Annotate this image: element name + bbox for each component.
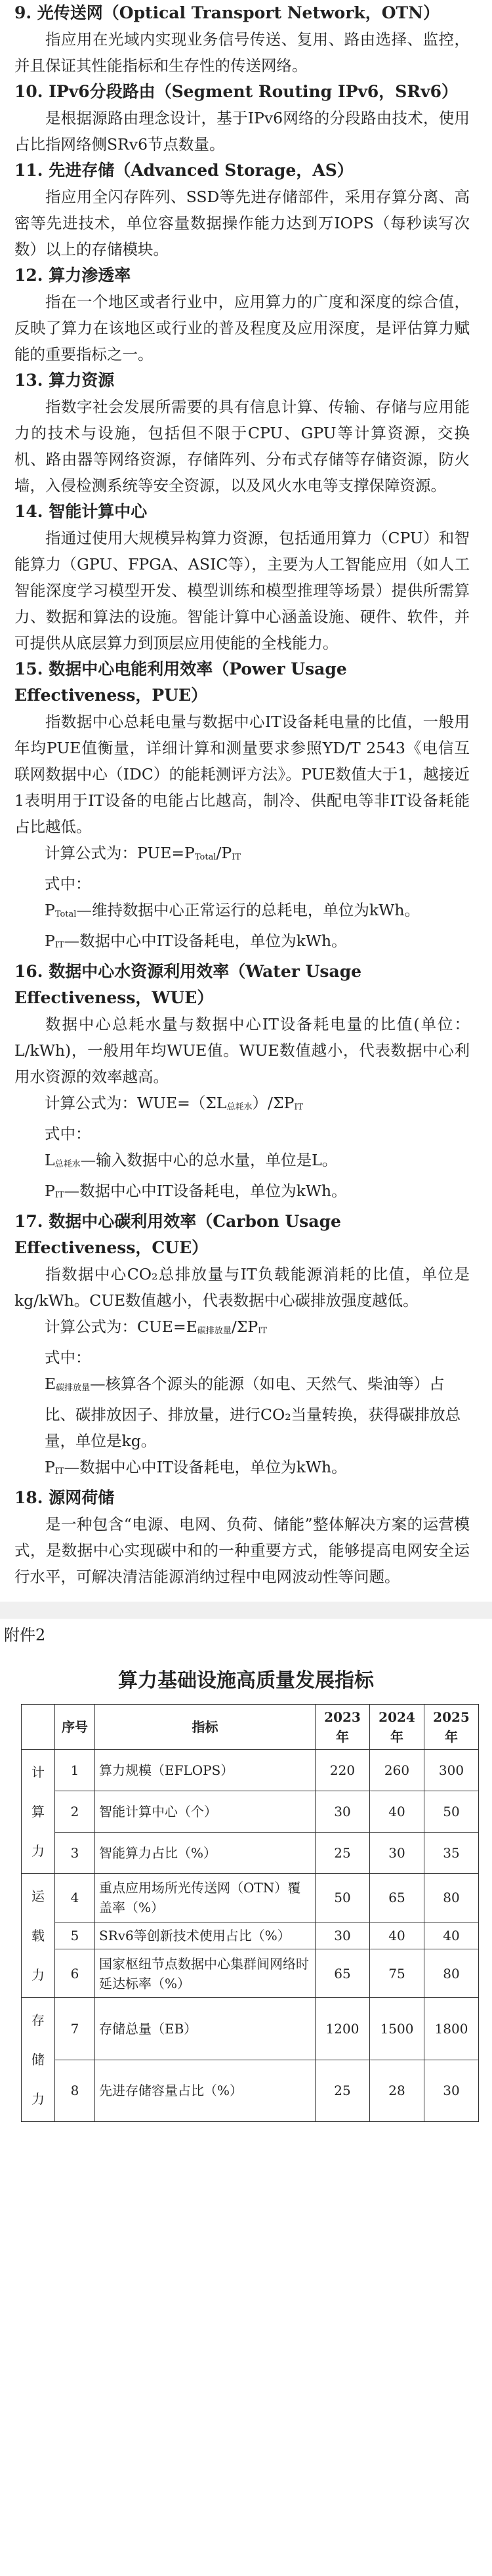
formula-label: 计算公式为：: [45, 1094, 137, 1112]
section-paragraph: 指通过使用大规模异构算力资源，包括通用算力（CPU）和智能算力（GPU、FPGA、ASIC等），主要为人工智能应用（如人工智能深度学习模型开发、模型训练和模型推理等场景）提供所需算力、数据和算法的设施。智能计算中心涵盖设施、硬件、软件，并可提供从底层算力到顶层应用使能的全栈能力。: [14, 529, 470, 652]
section-paragraph: 指数据中心CO₂总排放量与IT负载能源消耗的比值，单位是kg/kWh。CUE数值越小，代表数据中心碳排放强度越低。: [14, 1265, 470, 1310]
section-paragraph: 指应用在光域内实现业务信号传送、复用、路由选择、监控，并且保证其性能指标和生存性的传送网络。: [14, 30, 470, 75]
value-2025: 35: [424, 1833, 479, 1874]
row-number: 5: [55, 1922, 95, 1949]
section-title: 17. 数据中心碳利用效率（Carbon Usage Effectiveness，CUE）: [14, 1212, 341, 1257]
category-cell: 运载力: [22, 1874, 55, 1998]
section-paragraph: 指数字社会发展所需要的具有信息计算、传输、存储与应用能力的技术与设施，包括但不限于CPU、GPU等计算资源，交换机、路由器等网络资源，存储阵列、分布式存储等存储资源，防火墙，入侵检测系统等安全资源，以及风火水电等支撑保障资源。: [14, 398, 470, 495]
section-13: [14, 367, 470, 499]
value-2024: 1500: [370, 1998, 424, 2060]
symbol-subscript: 碳排放量: [56, 1383, 91, 1393]
indicator-name: SRv6等创新技术使用占比（%）: [95, 1922, 316, 1949]
definition: [45, 1454, 470, 1485]
table-header-cell: 序号: [55, 1705, 95, 1750]
table-row: [22, 1791, 479, 1833]
formula-block: [45, 840, 470, 897]
indicator-name: 先进存储容量占比（%）: [95, 2060, 316, 2122]
indicator-table: [21, 1704, 479, 2122]
symbol: P: [45, 1458, 55, 1476]
definition-text: —输入数据中心的总水量，单位是L。: [80, 1151, 338, 1169]
indicator-name: 智能计算中心（个）: [95, 1791, 316, 1833]
section-16: [14, 959, 470, 1209]
indicator-name: 重点应用场所光传送网（OTN）覆盖率（%）: [95, 1874, 316, 1922]
section-paragraph: 是一种包含“电源、电网、负荷、储能”整体解决方案的运营模式，是数据中心实现碳中和的一种重要方式，能够提高电网安全运行水平，可解决清洁能源消纳过程中电网波动性等问题。: [14, 1515, 470, 1586]
value-2024: 40: [370, 1791, 424, 1833]
definition: [45, 1371, 470, 1454]
section-title: 10. IPv6分段路由（Segment Routing IPv6，SRv6）: [14, 82, 459, 101]
section-paragraph: 数据中心总耗水量与数据中心IT设备耗电量的比值(单位：L/kWh)，一般用年均WUE值。WUE数值越小，代表数据中心利用水资源的效率越高。: [14, 1015, 470, 1086]
indicator-name: 存储总量（EB）: [95, 1998, 316, 2060]
section-paragraph: 指在一个地区或者行业中，应用算力的广度和深度的综合值，反映了算力在该地区或行业的普及程度及应用深度，是评估算力赋能的重要指标之一。: [14, 293, 470, 364]
value-2025: 80: [424, 1949, 479, 1998]
value-2025: 30: [424, 2060, 479, 2122]
section-title: 9. 光传送网（Optical Transport Network，OTN）: [14, 3, 440, 22]
symbol: L: [45, 1151, 55, 1169]
section-paragraph: 指数据中心总耗电量与数据中心IT设备耗电量的比值，一般用年均PUE值衡量，详细计算和测量要求参照YD/T 2543《电信互联网数据中心（IDC）的能耗测评方法》。PUE数值大于1，越接近1表明用于IT设备的电能占比越高，制冷、供配电等非IT设备耗能占比越低。: [14, 713, 470, 836]
definition: [45, 928, 470, 959]
section-paragraph: 是根据源路由理念设计，基于IPv6网络的分段路由技术，使用占比指网络侧SRv6节点数量。: [14, 109, 470, 154]
table-row: [22, 1750, 479, 1791]
value-2023: 220: [316, 1750, 370, 1791]
row-number: 4: [55, 1874, 95, 1922]
formula-subscript: 碳排放量: [197, 1326, 232, 1336]
value-2024: 75: [370, 1949, 424, 1998]
where-label: 式中：: [45, 875, 91, 893]
formula-subscript: IT: [258, 1326, 267, 1336]
section-title: 14. 智能计算中心: [14, 502, 148, 521]
table-header-cell: 指标: [95, 1705, 316, 1750]
table-row: [22, 1949, 479, 1998]
symbol-subscript: IT: [54, 1466, 64, 1476]
formula-block: [45, 1314, 470, 1371]
formula: [45, 1090, 470, 1121]
value-2024: 65: [370, 1874, 424, 1922]
definition-text: —数据中心中IT设备耗电，单位为kWh。: [64, 1182, 347, 1200]
value-2024: 30: [370, 1833, 424, 1874]
category-cell: 计算力: [22, 1750, 55, 1874]
section-title: 16. 数据中心水资源利用效率（Water Usage Effectiveness，WUE）: [14, 962, 362, 1007]
definition-text: —核算各个源头的能源（如电、天然气、柴油等）占比、碳排放因子、排放量，进行CO₂当量转换，获得碳排放总量，单位是kg。: [45, 1375, 461, 1450]
formula-subscript: 总耗水: [226, 1102, 253, 1112]
value-2024: 40: [370, 1922, 424, 1949]
symbol: P: [45, 1182, 55, 1200]
section-title: 15. 数据中心电能利用效率（Power Usage Effectiveness，PUE）: [14, 659, 347, 705]
value-2023: 50: [316, 1874, 370, 1922]
formula-part: ）/ΣP: [252, 1094, 295, 1112]
value-2025: 40: [424, 1922, 479, 1949]
section-paragraph: 指应用全闪存阵列、SSD等先进存储部件，采用存算分离、高密等先进技术，单位容量数据操作能力达到万IOPS（每秒读写次数）以上的存储模块。: [14, 188, 470, 259]
value-2024: 260: [370, 1750, 424, 1791]
formula-block: [45, 1090, 470, 1147]
symbol: P: [45, 901, 55, 919]
formula-subscript: IT: [232, 852, 241, 862]
table-row: [22, 1922, 479, 1949]
definition-text: —维持数据中心正常运行的总耗电，单位为kWh。: [76, 901, 420, 919]
row-number: 3: [55, 1833, 95, 1874]
symbol: E: [45, 1375, 56, 1393]
formula-label: 计算公式为：: [45, 844, 137, 862]
row-number: 1: [55, 1750, 95, 1791]
value-2025: 80: [424, 1874, 479, 1922]
section-17: [14, 1209, 470, 1485]
formula: [45, 1314, 470, 1344]
value-2025: 300: [424, 1750, 479, 1791]
formula-label: 计算公式为：: [45, 1318, 137, 1336]
section-title: 13. 算力资源: [14, 371, 115, 390]
section-15: [14, 656, 470, 959]
table-row: [22, 1874, 479, 1922]
value-2023: 25: [316, 1833, 370, 1874]
category-cell: 存储力: [22, 1998, 55, 2122]
row-number: 6: [55, 1949, 95, 1998]
formula-part: PUE=P: [137, 844, 195, 862]
value-2023: 30: [316, 1922, 370, 1949]
value-2023: 25: [316, 2060, 370, 2122]
section-10: [14, 79, 470, 157]
section-11: [14, 157, 470, 262]
table-header-cell: 2023年: [316, 1705, 370, 1750]
attachment-label: 附件2: [4, 1626, 46, 1644]
row-number: 7: [55, 1998, 95, 2060]
where-label: 式中：: [45, 1125, 91, 1143]
formula-part: CUE=E: [137, 1318, 197, 1336]
definition: [45, 1147, 470, 1178]
table-header-cell: [22, 1705, 55, 1750]
section-title: 18. 源网荷储: [14, 1488, 115, 1507]
symbol-subscript: Total: [54, 909, 77, 919]
formula-subscript: Total: [194, 852, 216, 862]
section-title: 12. 算力渗透率: [14, 266, 131, 285]
symbol-subscript: 总耗水: [54, 1159, 81, 1169]
value-2023: 1200: [316, 1998, 370, 2060]
table-row: [22, 2060, 479, 2122]
definition-text: —数据中心中IT设备耗电，单位为kWh。: [64, 932, 347, 950]
definition: [45, 1178, 470, 1209]
row-number: 2: [55, 1791, 95, 1833]
table-row: [22, 1998, 479, 2060]
row-number: 8: [55, 2060, 95, 2122]
symbol-subscript: IT: [54, 1190, 64, 1200]
page-divider: [0, 1602, 492, 1619]
table-header-row: [22, 1705, 479, 1750]
table-row: [22, 1833, 479, 1874]
indicator-name: 算力规模（EFLOPS）: [95, 1750, 316, 1791]
table-header-cell: 2024年: [370, 1705, 424, 1750]
indicator-name: 智能算力占比（%）: [95, 1833, 316, 1874]
table-title: 算力基础设施高质量发展指标: [118, 1669, 374, 1692]
section-9: [14, 0, 470, 79]
definition: [45, 897, 470, 928]
indicator-name: 国家枢纽节点数据中心集群间网络时延达标率（%）: [95, 1949, 316, 1998]
symbol: P: [45, 932, 55, 950]
value-2025: 50: [424, 1791, 479, 1833]
value-2023: 30: [316, 1791, 370, 1833]
formula-part: /ΣP: [231, 1318, 258, 1336]
formula-part: /P: [216, 844, 232, 862]
value-2023: 65: [316, 1949, 370, 1998]
section-title: 11. 先进存储（Advanced Storage，AS）: [14, 161, 354, 180]
section-14: [14, 499, 470, 656]
formula: [45, 840, 470, 871]
formula-part: WUE=（ΣL: [137, 1094, 227, 1112]
section-18: [14, 1485, 470, 1590]
symbol-subscript: IT: [54, 940, 64, 950]
section-12: [14, 262, 470, 367]
value-2025: 1800: [424, 1998, 479, 2060]
where-label: 式中：: [45, 1348, 91, 1367]
value-2024: 28: [370, 2060, 424, 2122]
formula-subscript: IT: [294, 1102, 304, 1112]
table-header-cell: 2025年: [424, 1705, 479, 1750]
definition-text: —数据中心中IT设备耗电，单位为kWh。: [64, 1458, 347, 1476]
